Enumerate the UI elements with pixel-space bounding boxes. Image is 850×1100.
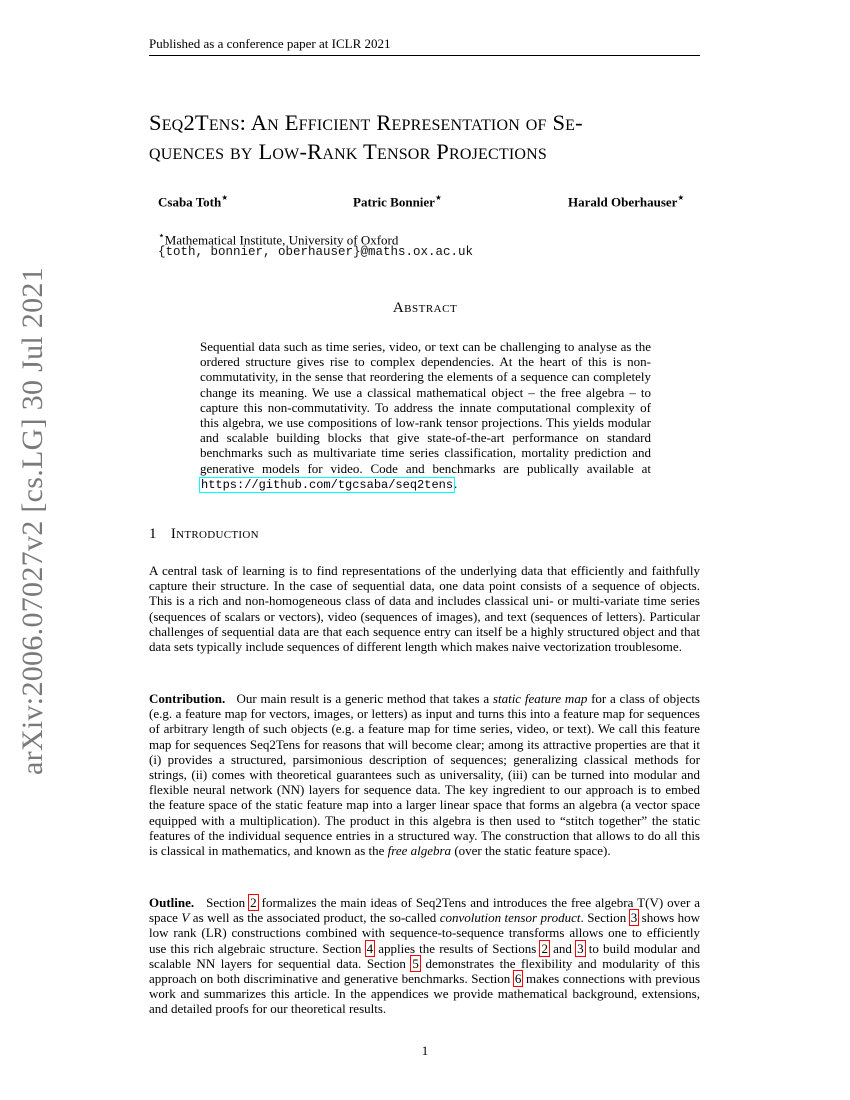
outline-label: Outline.: [149, 895, 195, 910]
author-3: Harald Oberhauser⋆: [568, 192, 685, 210]
running-header: Published as a conference paper at ICLR 2021: [149, 36, 700, 56]
abstract-heading: Abstract: [392, 300, 458, 316]
author-2: Patric Bonnier⋆: [353, 192, 442, 210]
section-ref-link[interactable]: 2: [250, 895, 257, 910]
page-number: 1: [421, 1043, 429, 1058]
contribution-label: Contribution.: [149, 691, 226, 706]
section-ref-link[interactable]: 6: [514, 971, 522, 987]
affiliation: ⋆Mathematical Institute, University of Oxford: [158, 230, 399, 248]
section-ref-link[interactable]: 4: [366, 940, 374, 956]
section-ref-link[interactable]: 3: [577, 940, 584, 956]
contribution-paragraph: Contribution. Our main result is a generic method that takes a static feature map for a class of objects (e.g. a feature map for vectors, images, or letters) as input and turns this into a feature map for sequences of arbitrary length of such objects (e.g. a feature map for time series, video, or text). We call this feature map for sequences Seq2Tens for reasons that will become clear; among its attractive properties are that it (i) provides a structured, parsimonious description of sequences; generalizing classical methods for strings, (ii) comes with theoretical guarantees such as universality, (iii) can be turned into modular and flexible neural network (NN) layers for sequence data. The key ingredient to our approach is to embed the feature space of the static feature map into a larger linear space that forms an algebra (a vector space equipped with a multiplication). The product in this algebra is then used to “stitch together” the static features of the individual sequence entries in a structured way. The construction that allows to do all this is classical in mathematics, and known as the free algebra (over the static feature space).: [149, 691, 700, 859]
outline-paragraph: Outline. Section 2 formalizes the main ideas of Seq2Tens and introduces the free algebra T(V) over a space V as well as the associated product, the so-called convolution tensor product. Section 3 shows how low rank (LR) constructions combined with sequence-to-sequence transforms allows one to efficiently use this rich algebraic structure. Section 4 applies the results of Sections 2 and 3 to build modular and scalable NN layers for sequential data. Section 5 demonstrates the flexibility and modularity of this approach on both discriminative and generative benchmarks. Section 6 makes connections with previous work and summarizes this article. In the appendices we provide mathematical background, extensions, and detailed proofs for our theoretical results.: [149, 895, 701, 1017]
code-link[interactable]: https://github.com/tgcsaba/seq2tens: [201, 477, 454, 492]
section-ref-link[interactable]: 5: [412, 955, 419, 971]
section-ref-link[interactable]: 2: [541, 940, 548, 956]
section-heading-introduction: 1 Introduction: [149, 526, 259, 542]
section-ref-link[interactable]: 3: [630, 910, 638, 926]
intro-paragraph: A central task of learning is to find representations of the underlying data that efficiently and faithfully capture their structure. In the case of sequential data, one data point consists of a sequence of objects. This is a rich and non-homogeneous class of data and includes classical uni- or multi-variate time series (sequences of scalars or vectors), video (sequences of images), and text (sequences of letters). Particular challenges of sequential data are that each sequence entry can itself be a highly structured object and that data sets typically include sequences of different length which makes naive vectorization troublesome.: [149, 563, 700, 655]
title-line-2: quences by Low-Rank Tensor Projections: [149, 139, 547, 164]
abstract-body: Sequential data such as time series, video, or text can be challenging to analyse as the ordered structure gives rise to complex dependencies. At the heart of this is non-commutativity, in the sense that reordering the elements of a sequence can completely change its meaning. We use a classical mathematical object – the free algebra – to capture this non-commutativity. To address the innate computational complexity of this algebra, we use compositions of low-rank tensor projections. This yields modular and scalable building blocks that give state-of-the-art performance on standard benchmarks such as multivariate time series classification, mortality prediction and generative models for video. Code and benchmarks are publically available at https://github.com/tgcsaba/seq2tens.: [200, 339, 651, 492]
arxiv-identifier: arXiv:2006.07027v2 [cs.LG] 30 Jul 2021: [16, 266, 49, 775]
paper-title: [149, 108, 709, 166]
title-line-1: Seq2Tens: An Efficient Representation of Se-: [149, 110, 583, 135]
author-1: Csaba Toth⋆: [158, 192, 229, 210]
author-emails: {toth, bonnier, oberhauser}@maths.ox.ac.uk: [158, 245, 474, 259]
